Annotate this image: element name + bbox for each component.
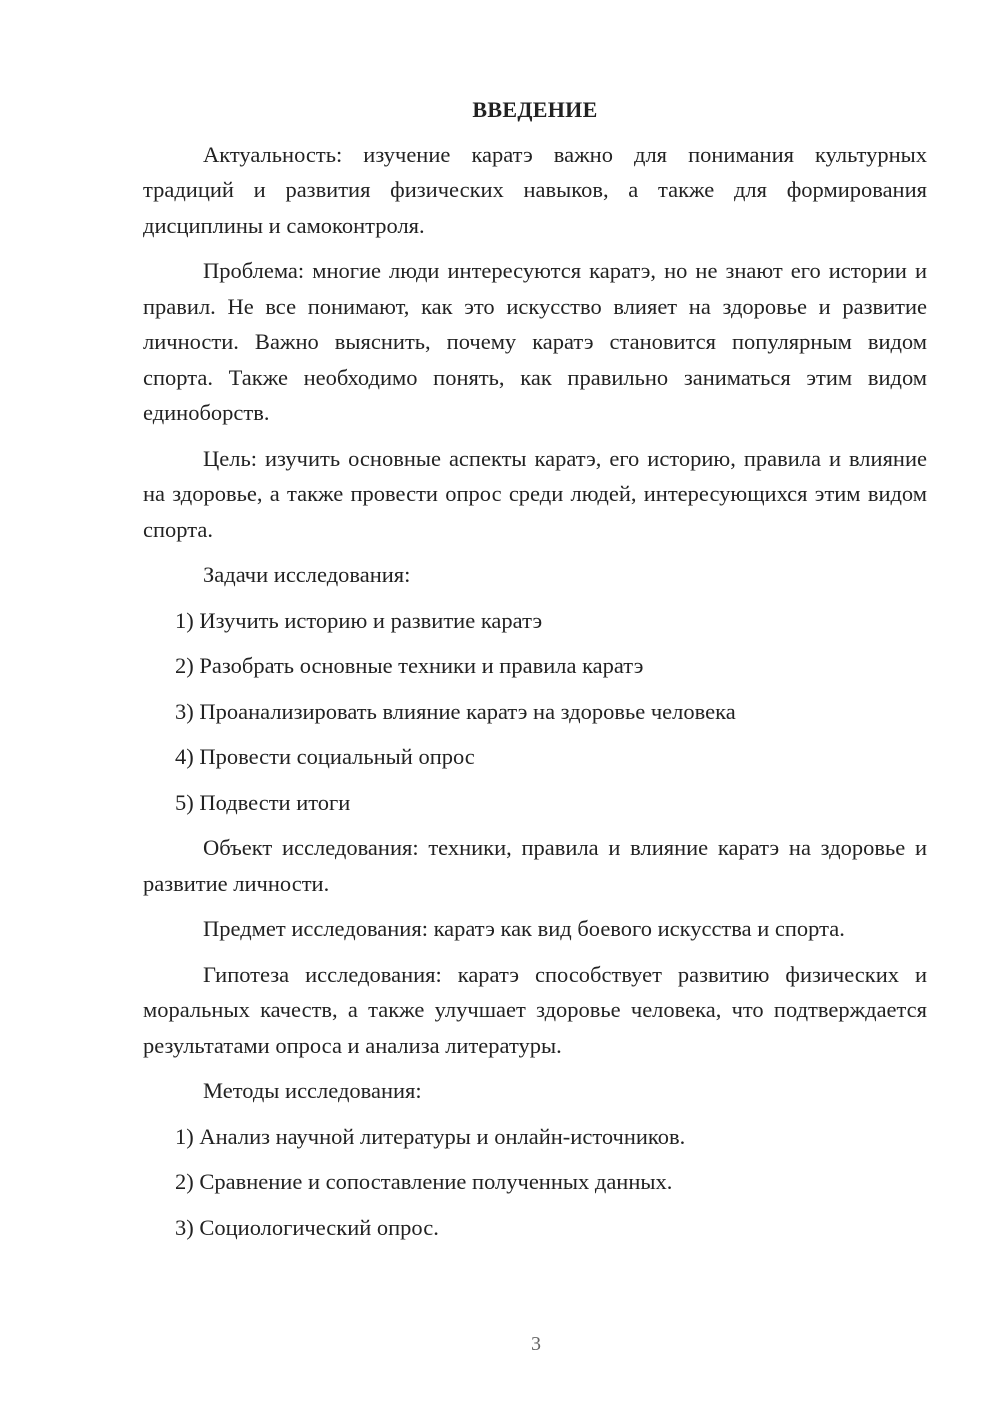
- page-number: 3: [531, 1333, 541, 1355]
- subject-paragraph: Предмет исследования: каратэ как вид боевого искусства и спорта.: [203, 916, 845, 941]
- list-item: 5) Подвести итоги: [175, 789, 351, 815]
- list-item: 3) Проанализировать влияние каратэ на здоровье человека: [175, 698, 736, 724]
- page-content: [143, 92, 927, 1255]
- goal-paragraph: Цель: изучить основные аспекты каратэ, его историю, правила и влияние на здоровье, а также провести опрос среди людей, интересующихся этим видом спорта.: [143, 445, 927, 542]
- list-item: 4) Провести социальный опрос: [175, 744, 475, 769]
- object-paragraph: Объект исследования: техники, правила и влияние каратэ на здоровье и развитие личности.: [143, 835, 927, 896]
- relevance-paragraph: Актуальность: изучение каратэ важно для понимания культурных традиций и развития физических навыков, а также для формирования дисциплины и самоконтроля.: [143, 141, 927, 238]
- page-title: ВВЕДЕНИЕ: [472, 97, 598, 122]
- list-item: 2) Разобрать основные техники и правила каратэ: [175, 653, 644, 678]
- tasks-list: [143, 603, 927, 821]
- tasks-heading: Задачи исследования:: [203, 562, 411, 587]
- methods-list: [143, 1119, 927, 1246]
- hypothesis-paragraph: Гипотеза исследования: каратэ способствует развитию физических и моральных качеств, а также улучшает здоровье человека, что подтверждается результатами опроса и анализа литературы.: [143, 961, 927, 1058]
- problem-paragraph: Проблема: многие люди интересуются каратэ, но не знают его истории и правил. Не все понимают, как это искусство влияет на здоровье и развитие личности. Важно выяснить, почему каратэ становится популярным видом спорта. Также необходимо понять, как правильно заниматься этим видом единоборств.: [143, 258, 927, 425]
- list-item: 1) Анализ научной литературы и онлайн-источников.: [175, 1123, 686, 1149]
- list-item: 3) Социологический опрос.: [175, 1214, 439, 1240]
- list-item: 2) Сравнение и сопоставление полученных данных.: [175, 1169, 673, 1194]
- list-item: 1) Изучить историю и развитие каратэ: [175, 607, 543, 633]
- methods-heading: Методы исследования:: [203, 1078, 422, 1103]
